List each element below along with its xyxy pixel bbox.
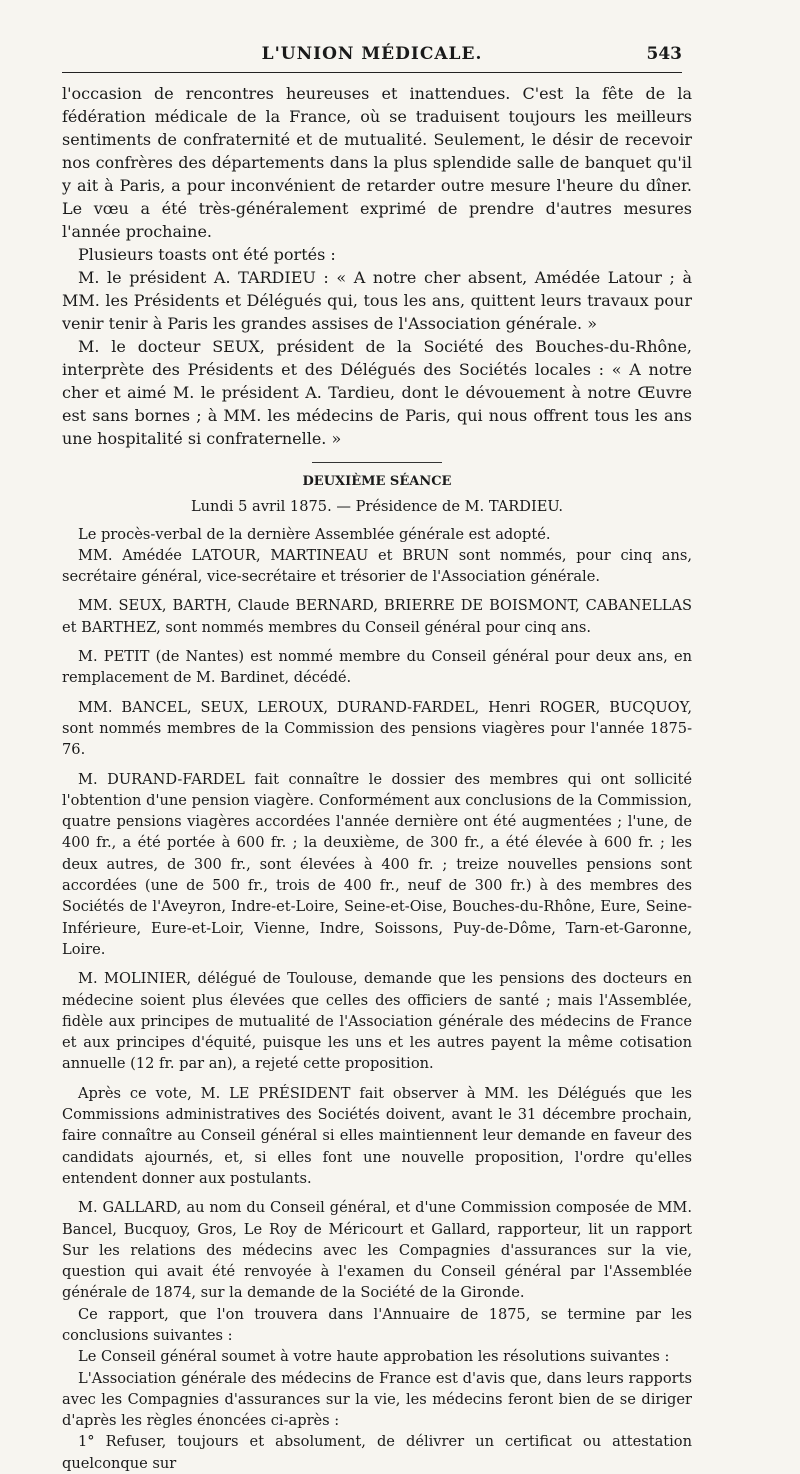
running-header [62,42,682,73]
section-divider [312,462,442,463]
paragraph: Ce rapport, que l'on trouvera dans l'Annuaire de 1875, se termine par les conclusions suivantes : [62,1305,692,1344]
paragraph: M. le président A. TARDIEU : « A notre cher absent, Amédée Latour ; à MM. les Présidents et Délégués qui, tous les ans, quittent leurs travaux pour venir tenir à Paris les grandes assises de l'Association générale. » [62,268,692,333]
paragraph: Après ce vote, M. LE PRÉSIDENT fait observer à MM. les Délégués que les Commissions administratives des Sociétés doivent, avant le 31 décembre prochain, faire connaître au Conseil général si elles maintiennent leur demande en faveur des candidats ajournés, et, si elles font une nouvelle proposition, l'ordre qu'elles entendent donner aux postulants. [62,1084,692,1187]
paragraph: l'occasion de rencontres heureuses et inattendues. C'est la fête de la fédération médicale de la France, où se traduisent toujours les meilleurs sentiments de confraternité et de mutualité. Seulement, le désir de recevoir nos confrères des départements dans la plus splendide salle de banquet qu'il y ait à Paris, a pour inconvénient de retarder outre mesure l'heure du dîner. Le vœu a été très-généralement exprimé de prendre d'autres mesures l'année prochaine. [62,84,692,241]
paragraph: M. PETIT (de Nantes) est nommé membre du Conseil général pour deux ans, en remplacement de M. Bardinet, décédé. [62,648,692,687]
journal-title: L'UNION MÉDICALE. [261,44,483,64]
paragraph: M. MOLINIER, délégué de Toulouse, demande que les pensions des docteurs en médecine soient plus élevées que celles des officiers de santé ; mais l'Assemblée, fidèle aux principes de mutualité de l'Association générale des médecins de France et aux principes d'équité, puisque les uns et les autres payent la même cotisation annuelle (12 fr. par an), a rejeté cette proposition. [62,970,692,1073]
section-title: DEUXIÈME SÉANCE [302,474,452,489]
paragraph: L'Association générale des médecins de France est d'avis que, dans leurs rapports avec les Compagnies d'assurances sur la vie, les médecins feront bien de se diriger d'après les règles énoncées ci-après : [62,1369,692,1430]
paragraph: 1° Refuser, toujours et absolument, de délivrer un certificat ou attestation quelconque sur [62,1433,692,1472]
page-number: 543 [646,44,682,64]
paragraph: Le procès-verbal de la dernière Assemblée générale est adopté. [78,525,551,543]
paragraph: MM. BANCEL, SEUX, LEROUX, DURAND-FARDEL, Henri ROGER, BUCQUOY, sont nommés membres de la Commission des pensions viagères pour l'année 1875-76. [62,698,692,759]
paragraph: M. le docteur SEUX, président de la Société des Bouches-du-Rhône, interprète des Présidents et des Délégués des Sociétés locales : « A notre cher et aimé M. le président A. Tardieu, dont le dévouement à notre Œuvre est sans bornes ; à MM. les médecins de Paris, qui nous offrent tous les ans une hospitalité si confraternelle. » [62,337,692,448]
article-body [62,82,692,1474]
paragraph: M. GALLARD, au nom du Conseil général, et d'une Commission composée de MM. Bancel, Bucquoy, Gros, Le Roy de Méricourt et Gallard, rapporteur, lit un rapport Sur les relations des médecins avec les Compagnies d'assurances sur la vie, question qui avait été renvoyée à l'examen du Conseil général par l'Assemblée générale de 1874, sur la demande de la Société de la Gironde. [62,1199,692,1302]
paragraph: Plusieurs toasts ont été portés : [78,245,336,264]
paragraph: MM. SEUX, BARTH, Claude BERNARD, BRIERRE DE BOISMONT, CABANELLAS et BARTHEZ, sont nommés membres du Conseil général pour cinq ans. [62,597,692,636]
section-subtitle: Lundi 5 avril 1875. — Présidence de M. TARDIEU. [190,498,564,516]
paragraph: Le Conseil général soumet à votre haute approbation les résolutions suivantes : [78,1348,670,1366]
paragraph: MM. Amédée LATOUR, MARTINEAU et BRUN sont nommés, pour cinq ans, secrétaire général, vice-secrétaire et trésorier de l'Association générale. [62,546,692,586]
paragraph: M. DURAND-FARDEL fait connaître le dossier des membres qui ont sollicité l'obtention d'une pension viagère. Conformément aux conclusions de la Commission, quatre pensions viagères accordées l'année dernière ont été augmentées ; l'une, de 400 fr., a été portée à 600 fr. ; la deuxième, de 300 fr., a été élevée à 600 fr. ; les deux autres, de 300 fr., sont élevées à 400 fr. ; treize nouvelles pensions sont accordées (une de 500 fr., trois de 400 fr., neuf de 300 fr.) à des membres des Sociétés de l'Aveyron, Indre-et-Loire, Seine-et-Oise, Bouches-du-Rhône, Eure, Seine-Inférieure, Eure-et-Loir, Vienne, Indre, Soissons, Puy-de-Dôme, Tarn-et-Garonne, Loire. [62,770,692,958]
